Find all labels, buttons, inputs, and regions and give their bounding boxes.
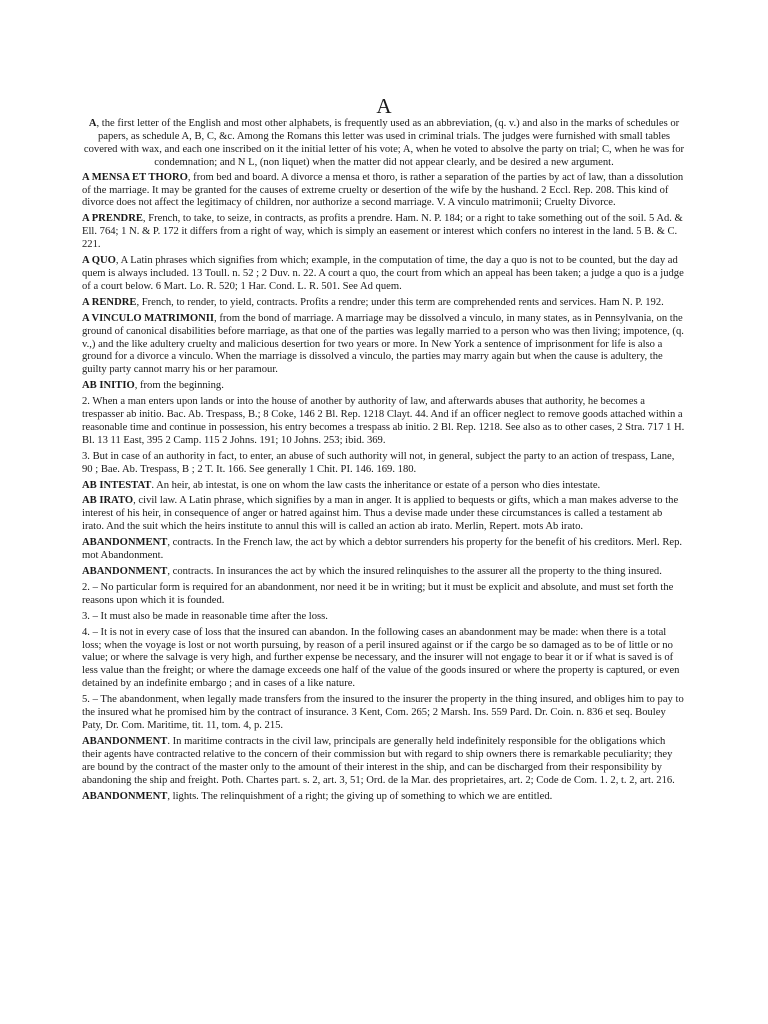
entry-text: , from the bond of marriage. A marriage may be dissolved a vinculo, in many states, as in Pennsylvania, on the ground of canonical disabilities before marriage, as that one of the parties was legally married to a person who was then living; impotence, (q. v.,) and the like adultery cruelty and malicious desertion for two years or more. In New York a sentence of imprisonment for life is also a ground for a divorce a vinculo. When the marriage is dissolved a vinculo, the parties may marry again but when the cause is adultery, the guilty party cannot marry his or her paramour.: [82, 312, 684, 376]
dictionary-entry: [82, 537, 686, 563]
entry-term: A RENDRE: [82, 296, 137, 308]
entry-text: , the first letter of the English and most other alphabets, is frequently used as an abbreviation, (q. v.) and also in the marks of schedules or papers, as schedule A, B, C, &c. Among the Romans this letter was used in criminal trials. The judges were furnished with small tables covered with wax, and each one inscribed on it the initial letter of his vote; A, when he voted to absolve the party on trial; C, when he was for condemnation; and N L, (non liquet) when the matter did not appear clearly, and be desired a new argument.: [83, 118, 685, 168]
entry-term: A VINCULO MATRIMONII: [82, 312, 215, 324]
dictionary-entry: [82, 611, 686, 624]
dictionary-entry: [82, 791, 686, 804]
entry-text: 2. – No particular form is required for an abandonment, nor need it be in writing; but it must be explicit and absolute, and must set forth the reasons upon which it is founded.: [82, 581, 674, 606]
entry-text: 2. When a man enters upon lands or into the house of another by authority of law, and afterwards abuses that authority, he becomes a trespasser ab initio. Bac. Ab. Trespass, B.; 8 Coke, 146 2 Bl. Rep. 1218 Clayt. 44. And if an officer neglect to remove goods attached within a reasonable time and continue in possession, his entry becomes a trespass ab initio. 2 Bl. Rep. 1218. See also as to other cases, 2 Stra. 717 1 H. Bl. 13 11 East, 395 2 Camp. 115 2 Johns. 191; 10 Johns. 253; ibid. 369.: [82, 396, 685, 446]
dictionary-entry: [82, 627, 686, 692]
entry-list: [82, 172, 686, 804]
entry-text: , contracts. In insurances the act by which the insured relinquishes to the assurer all the property to the thing insured.: [167, 566, 662, 577]
entry-text: , contracts. In the French law, the act by which a debtor surrenders his property for the benefit of his creditors. Merl. Rep. mot Abandonment.: [82, 537, 683, 562]
dictionary-entry: [82, 451, 686, 477]
entry-term: A MENSA ET THORO: [82, 171, 188, 183]
entry-term: ABANDONMENT: [82, 735, 168, 747]
entry-text: , A Latin phrases which signifies from which; example, in the computation of time, the day a quo is not to be counted, but the day ad quem is always included. 13 Toull. n. 52 ; 2 Duv. n. 22. A court a quo, the court from which an appeal has been taken; a judge a quo is a judge of a court below. 6 Mart. Lo. R. 520; 1 Har. Cond. L. R. 501. See Ad quem.: [82, 255, 684, 292]
intro-entry: [82, 118, 686, 170]
entry-text: . An heir, ab intestat, is one on whom the law casts the inheritance or estate of a person who dies intestate.: [151, 479, 601, 491]
entry-text: , lights. The relinquishment of a right; the giving up of something to which we are entitled.: [167, 790, 553, 802]
dictionary-entry: [82, 396, 686, 448]
dictionary-entry: [82, 495, 686, 534]
entry-term: ABANDONMENT: [82, 566, 168, 577]
entry-term: AB INTESTAT: [82, 479, 152, 491]
dictionary-entry: [82, 736, 686, 788]
entry-text: , civil law. A Latin phrase, which signifies by a man in anger. It is applied to bequests or gifts, which a man makes adverse to the interest of his heir, in consequence of anger or hatred against him. Thus a devise made under these circumstances is called a testament ab irato. And the suit which the heirs institute to annul this will is called an action ab irato. Merlin, Repert. mots Ab irato.: [82, 495, 679, 533]
entry-text: , from bed and board. A divorce a mensa et thoro, is rather a separation of the parties by act of law, than a dissolution of the marriage. It may be granted for the causes of extreme cruelty or desertion of the wife by the hushand. 2 Eccl. Rep. 208. This kind of divorce does not affect the legitimacy of children, nor authorize a second marriage. V. A vinculo matrimonii; Cruelty Divorce.: [82, 171, 684, 209]
dictionary-entry: [82, 172, 686, 211]
dictionary-entry: [82, 480, 686, 493]
entry-text: , French, to take, to seize, in contracts, as profits a prendre. Ham. N. P. 184; or a right to take something out of the soil. 5 Ad. & Ell. 764; 1 N. & P. 172 it differs from a right of way, which is simply an easement or interest which confers no interest in the land. 5 B. & C. 221.: [82, 213, 683, 251]
entry-text: 3. But in case of an authority in fact, to enter, an abuse of such authority will not, in general, subject the party to an action of trespass, Lane, 90 ; Bae. Ab. Trespass, B ; 2 T. It. 166. See generally 1 Chit. PI. 146. 169. 180.: [82, 450, 675, 475]
dictionary-entry: [82, 566, 686, 579]
dictionary-entry: [82, 213, 686, 252]
dictionary-entry: [82, 313, 686, 378]
entry-term: ABANDONMENT: [82, 790, 168, 802]
entry-term: A QUO: [82, 255, 116, 267]
dictionary-page: [82, 0, 686, 1024]
dictionary-entry: [82, 694, 686, 733]
letter-heading: A: [376, 94, 392, 118]
entry-term: AB IRATO: [82, 495, 134, 507]
entry-term: A: [88, 118, 97, 129]
entry-text: 4. – It is not in every case of loss that the insured can abandon. In the following cases an abandonment may be made: when there is a total loss; when the voyage is lost or not worth pursuing, by reason of a peril insured against or if the cargo be so damaged as to be of little or no value; or where the salvage is very high, and further expense be necessary, and the insurer will not engage to bear it or if what is saved is of less value than the freight; or where the damage exceeds one half of the value of the goods insured or where the property is captured, or even detained by an indefinite embargo ; and in cases of a like nature.: [82, 626, 680, 690]
dictionary-entry: [82, 380, 686, 393]
entry-term: AB INITIO: [82, 380, 135, 392]
entry-text: 5. – The abandonment, when legally made transfers from the insured to the insurer the property in the thing insured, and obliges him to pay to the insured what he promised him by the contract of insurance. 3 Kent, Com. 265; 2 Marsh. Ins. 559 Pard. Dr. Coin. n. 836 et seq. Bouley Paty, Dr. Com. Maritime, tit. 11, tom. 4, p. 215.: [82, 694, 684, 731]
dictionary-entry: [82, 297, 686, 310]
entry-term: A PRENDRE: [82, 213, 143, 225]
entry-text: , French, to render, to yield, contracts. Profits a rendre; under this term are comprehended rents and services. Ham N. P. 192.: [136, 296, 664, 308]
entry-term: ABANDONMENT: [82, 537, 168, 549]
dictionary-entry: [82, 582, 686, 608]
entry-text: , from the beginning.: [134, 380, 224, 392]
dictionary-entry: [82, 255, 686, 294]
entry-text: 3. – It must also be made in reasonable time after the loss.: [82, 610, 328, 622]
entry-text: . In maritime contracts in the civil law, principals are generally held indefinitely responsible for the obligations which their agents have contracted relative to the concern of their commission but with regard to ship owners there is remarkable peculiarity; they are bound by the contract of the master only to the amount of their interest in the ship, and can be discharged from their responsibility by abandoning the ship and freight. Poth. Chartes part. s. 2, art. 3, 51; Ord. de la Mar. des proprietaires, art. 2; Code de Com. 1. 2, t. 2, art. 216.: [82, 735, 675, 786]
